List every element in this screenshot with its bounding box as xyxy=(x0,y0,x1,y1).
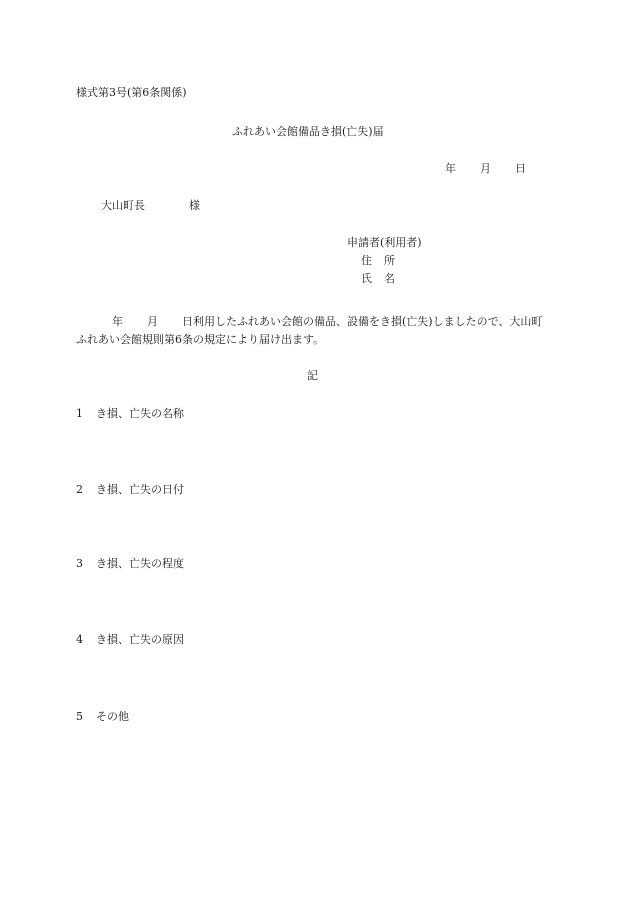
body-paragraph xyxy=(76,313,552,349)
date-line xyxy=(445,163,526,174)
list-item xyxy=(76,634,184,645)
list-item xyxy=(76,558,184,569)
item-number: 2 xyxy=(76,483,83,496)
item-label: き損、亡失の原因 xyxy=(96,633,184,646)
addressee xyxy=(101,200,200,211)
item-label: き損、亡失の日付 xyxy=(96,483,184,496)
item-number: 3 xyxy=(76,557,83,570)
document-title: ふれあい会館備品き損(亡失)届 xyxy=(232,125,384,138)
date-month-label: 月 xyxy=(480,162,491,175)
item-label: き損、亡失の名称 xyxy=(96,407,184,420)
item-label: き損、亡失の程度 xyxy=(96,557,184,570)
applicant-heading: 申請者(利用者) xyxy=(347,236,422,249)
date-day-label: 日 xyxy=(515,162,526,175)
addressee-honorific: 様 xyxy=(189,199,200,212)
date-year-label: 年 xyxy=(445,162,456,175)
applicant-address-label xyxy=(347,255,422,273)
addressee-name: 大山町長 xyxy=(101,199,145,212)
body-month-label: 月 xyxy=(147,315,158,328)
applicant-name-label xyxy=(347,273,422,291)
body-text: 日利用したふれあい会館の備品、設備をき損(亡失)しましたので、大山町ふれあい会館規則第6条の規定により届け出ます。 xyxy=(76,315,543,346)
list-item xyxy=(76,484,184,495)
note-mark: 記 xyxy=(307,369,318,382)
address-label-b: 所 xyxy=(384,254,395,267)
item-label: その他 xyxy=(96,710,129,723)
item-number: 1 xyxy=(76,407,83,420)
address-label-a: 住 xyxy=(361,254,372,267)
name-label-b: 名 xyxy=(384,272,395,285)
list-item xyxy=(76,408,184,419)
body-year-label: 年 xyxy=(112,315,123,328)
list-item xyxy=(76,711,129,722)
item-number: 4 xyxy=(76,633,83,646)
form-number: 様式第3号(第6条関係) xyxy=(76,86,187,99)
name-label-a: 氏 xyxy=(361,272,372,285)
item-number: 5 xyxy=(76,710,83,723)
applicant-block xyxy=(347,237,422,291)
